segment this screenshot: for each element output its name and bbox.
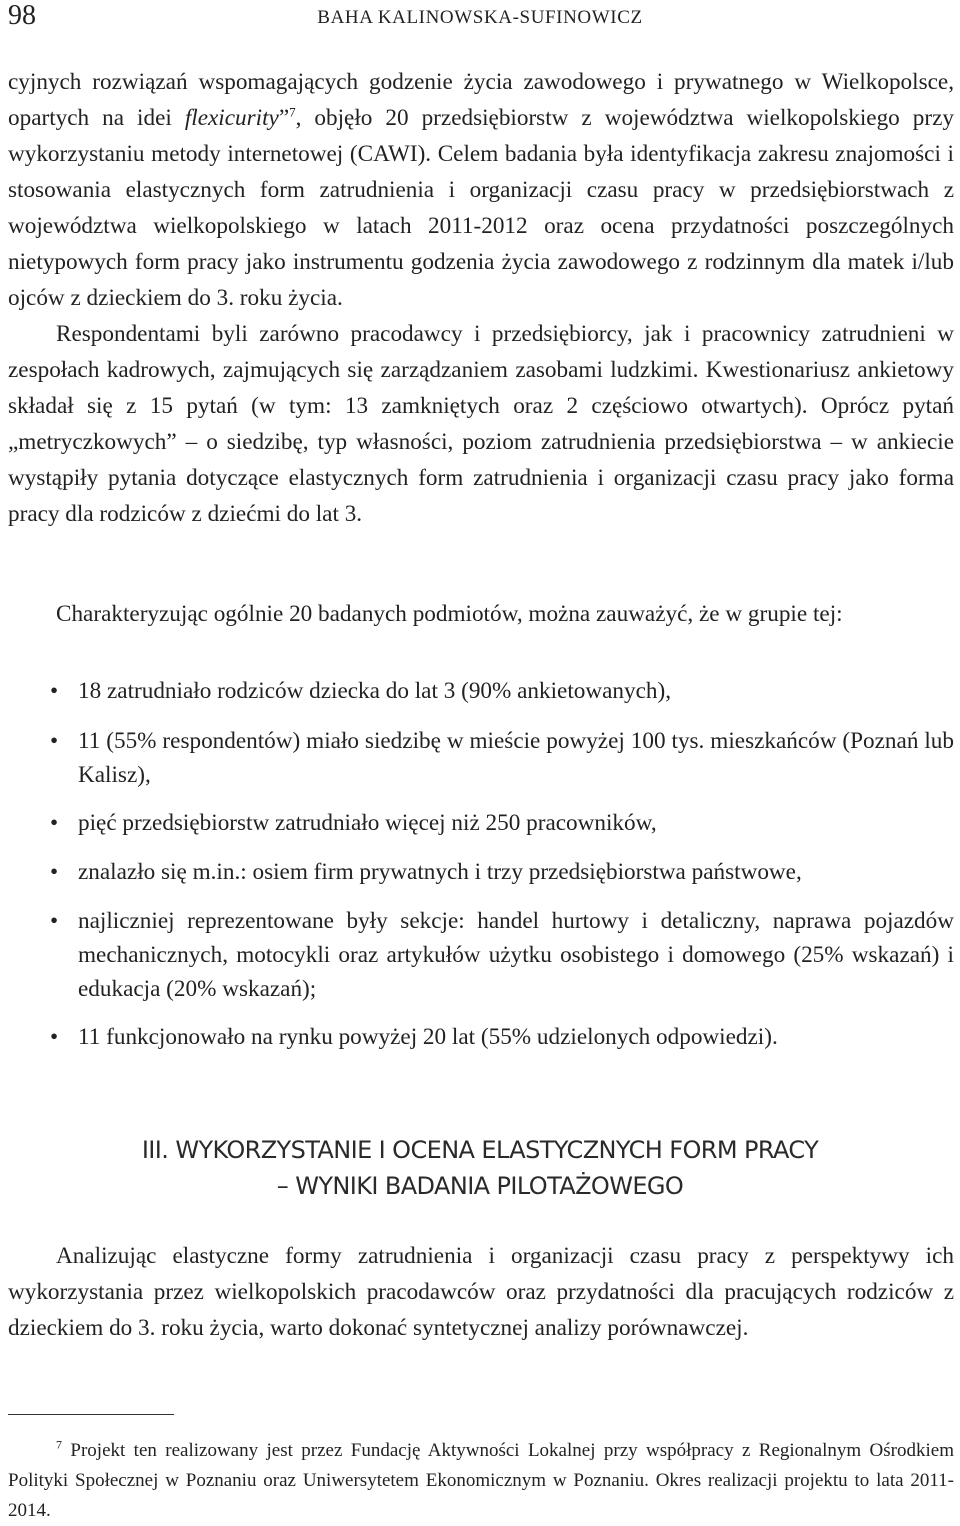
footnote	[8, 1436, 954, 1526]
bullet-icon: •	[50, 728, 59, 754]
section-heading	[0, 1132, 960, 1204]
closing-quote: ”	[278, 105, 290, 131]
list-item-text: pięć przedsiębiorstw zatrudniało więcej niż 250 pracowników,	[78, 810, 657, 836]
list-item-text: 18 zatrudniało rodziców dziecka do lat 3 (90% ankietowanych),	[78, 678, 671, 704]
running-head: BAHA KALINOWSKA-SUFINOWICZ	[317, 7, 643, 28]
section-heading-line-1: III. WYKORZYSTANIE I OCENA ELASTYCZNYCH FORM PRACY	[141, 1136, 819, 1164]
page-number: 98	[8, 0, 36, 31]
list-item-text: 11 (55% respondentów) miało siedzibę w mieście powyżej 100 tys. mieszkańców (Poznań lub Kalisz),	[78, 728, 954, 788]
list-item	[48, 855, 954, 889]
footnote-divider	[8, 1414, 174, 1415]
list-item	[48, 1020, 954, 1054]
flexicurity-term: flexicurity	[184, 105, 279, 131]
list-item-text: znalazło się m.in.: osiem firm prywatnych i trzy przedsiębiorstwa państwowe,	[78, 859, 802, 885]
paragraph-3: Charakteryzując ogólnie 20 badanych podmiotów, można zauważyć, że w grupie tej:	[56, 601, 843, 627]
bullet-list	[48, 674, 954, 1054]
analysis-section	[8, 1238, 954, 1346]
footnote-reference: 7	[289, 104, 296, 120]
characteristics-section	[8, 596, 954, 632]
intro-section	[8, 64, 954, 532]
paragraph-4: Analizując elastyczne formy zatrudnienia i organizacji czasu pracy z perspektywy ich wykorzystania przez wielkopolskich pracodawców oraz przydatności dla pracujących rodziców z dzieckiem do 3. roku życia, warto dokonać syntetycznej analizy porównawczej.	[8, 1243, 954, 1341]
bullet-icon: •	[50, 1024, 59, 1050]
paragraph-1	[8, 64, 954, 316]
footnote-mark: 7	[56, 1437, 62, 1452]
bullet-icon: •	[50, 810, 59, 836]
bullet-icon: •	[50, 908, 59, 934]
list-item-text: 11 funkcjonowało na rynku powyżej 20 lat (55% udzielonych odpowiedzi).	[78, 1024, 778, 1050]
list-item-text: najliczniej reprezentowane były sekcje: handel hurtowy i detaliczny, naprawa pojazdów mechanicznych, motocykli oraz artykułów użytku osobistego i domowego (25% wskazań) i edukacja (20% wskazań);	[78, 908, 954, 1002]
list-item	[48, 806, 954, 840]
page-header	[0, 0, 960, 40]
list-item	[48, 724, 954, 792]
list-item	[48, 904, 954, 1006]
bullet-icon: •	[50, 859, 59, 885]
section-heading-line-2: – WYNIKI BADANIA PILOTAŻOWEGO	[276, 1172, 684, 1200]
paragraph-1-end: , objęło 20 przedsiębiorstw z województwa wielkopolskiego przy wykorzystaniu metody internetowej (CAWI). Celem badania była identyfikacja zakresu znajomości i stosowania elastycznych form zatrudnienia i organizacji czasu pracy w przedsiębiorstwach z województwa wielkopolskiego w latach 2011-2012 oraz ocena przydatności poszczególnych nietypowych form pracy jako instrumentu godzenia życia zawodowego z rodzinnym dla matek i/lub ojców z dzieckiem do 3. roku życia.	[8, 105, 954, 311]
paragraph-1-start: cyjnych rozwiązań wspomagających godzenie życia zawodowego i prywatnego w Wielkopolsce, opartych na idei	[8, 69, 954, 131]
paragraph-2: Respondentami byli zarówno pracodawcy i przedsiębiorcy, jak i pracownicy zatrudnieni w zespołach kadrowych, zajmujących się zarządzaniem zasobami ludzkimi. Kwestionariusz ankietowy składał się z 15 pytań (w tym: 13 zamkniętych oraz 2 częściowo otwartych). Oprócz pytań „metryczkowych” – o siedzibę, typ własności, poziom zatrudnienia przedsiębiorstwa – w ankiecie wystąpiły pytania dotyczące elastycznych form zatrudnienia i organizacji czasu pracy jako forma pracy dla rodziców z dziećmi do lat 3.	[8, 321, 954, 527]
bullet-icon: •	[50, 678, 59, 704]
footnote-text: Projekt ten realizowany jest przez Fundację Aktywności Lokalnej przy współpracy z Regionalnym Ośrodkiem Polityki Społecznej w Poznaniu oraz Uniwersytetem Ekonomicznym w Poznaniu. Okres realizacji projektu to lata 2011-2014.	[8, 1440, 954, 1521]
list-item	[48, 674, 954, 708]
